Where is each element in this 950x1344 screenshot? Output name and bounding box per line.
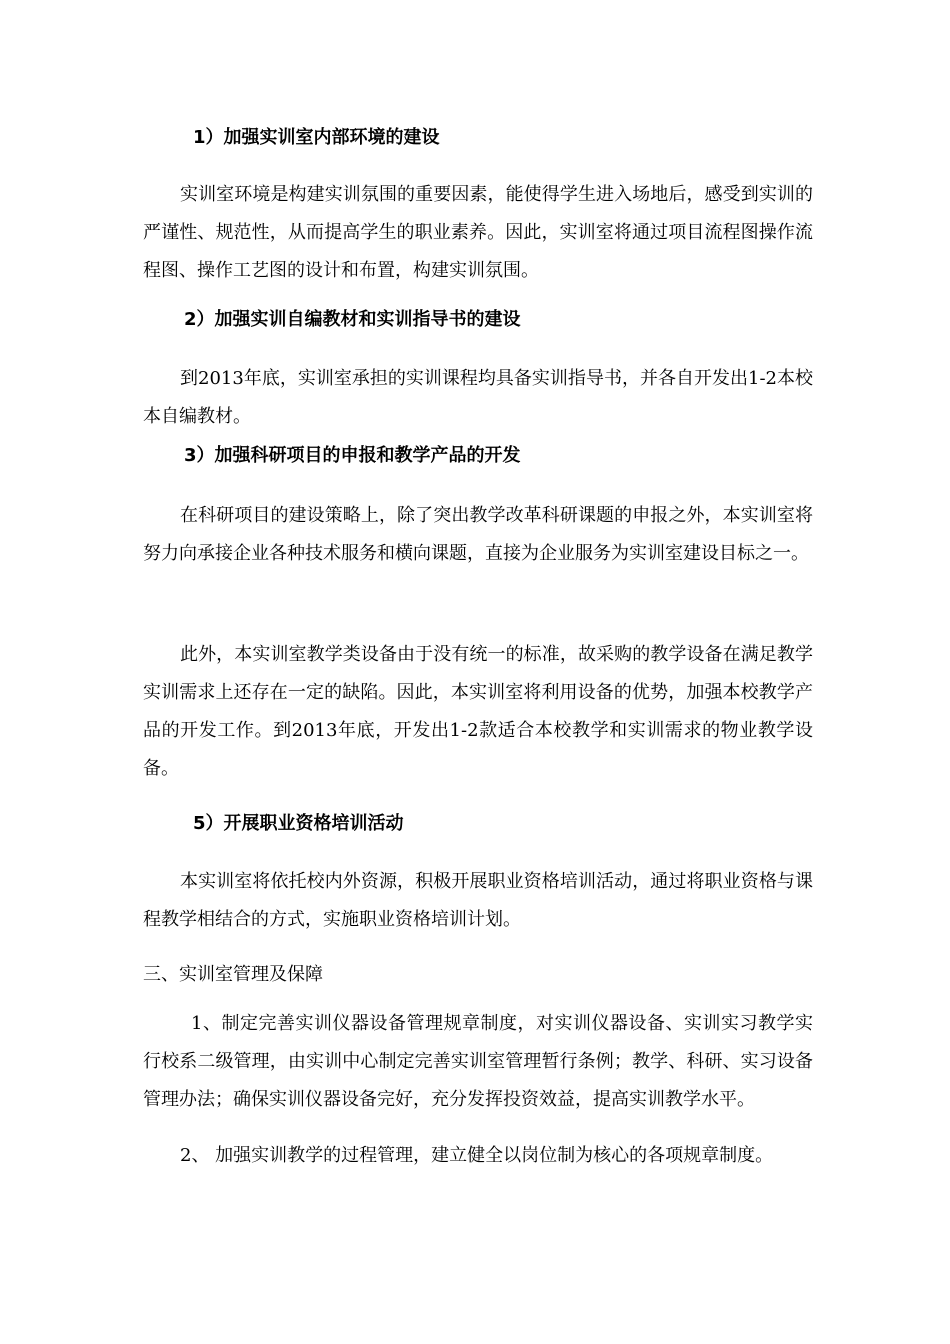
paragraph-lab-environment: 实训室环境是构建实训氛围的重要因素，能使得学生进入场地后，感受到实训的严谨性、规范性，从而提高学生的职业素养。因此，实训室将通过项目流程图操作流程图、操作工艺图的设计和布置，构建实训氛围。 xyxy=(143,184,813,281)
paragraph-process-management: 2、 加强实训教学的过程管理，建立健全以岗位制为核心的各项规章制度。 xyxy=(180,1145,774,1166)
paragraph-teaching-equipment: 此外，本实训室教学类设备由于没有统一的标准，故采购的教学设备在满足教学实训需求上还存在一定的缺陷。因此，本实训室将利用设备的优势，加强本校教学产品的开发工作。到2013年底，开发出1-2款适合本校教学和实训需求的物业教学设备。 xyxy=(143,644,813,779)
paragraph-research-projects: 在科研项目的建设策略上，除了突出教学改革科研课题的申报之外，本实训室将努力向承接企业各种技术服务和横向课题，直接为企业服务为实训室建设目标之一。 xyxy=(143,505,813,564)
heading-lab-management: 三、实训室管理及保障 xyxy=(143,964,323,985)
heading-lab-environment: 1）加强实训室内部环境的建设 xyxy=(193,127,440,148)
heading-research-projects: 3）加强科研项目的申报和教学产品的开发 xyxy=(184,445,521,466)
heading-textbooks: 2）加强实训自编教材和实训指导书的建设 xyxy=(184,309,521,330)
paragraph-qualification-training: 本实训室将依托校内外资源，积极开展职业资格培训活动，通过将职业资格与课程教学相结合的方式，实施职业资格培训计划。 xyxy=(143,871,813,930)
paragraph-equipment-rules: 1、制定完善实训仪器设备管理规章制度，对实训仪器设备、实训实习教学实行校系二级管理，由实训中心制定完善实训室管理暂行条例；教学、科研、实习设备管理办法；确保实训仪器设备完好，充分发挥投资效益，提高实训教学水平。 xyxy=(143,1013,813,1110)
paragraph-textbooks: 到2013年底，实训室承担的实训课程均具备实训指导书，并各自开发出1-2本校本自编教材。 xyxy=(143,368,813,427)
heading-qualification-training: 5）开展职业资格培训活动 xyxy=(193,813,404,834)
